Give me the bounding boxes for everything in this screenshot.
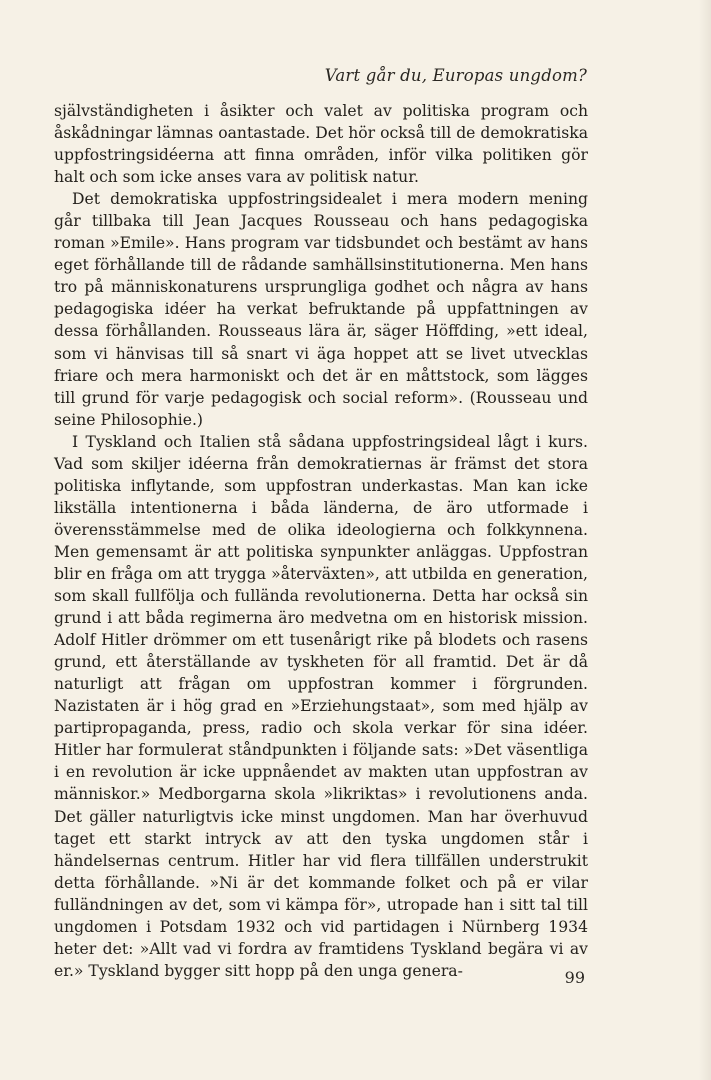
paragraph-3: I Tyskland och Italien stå sådana uppfostringsideal lågt i kurs. Vad som skiljer idéerna från demokratiernas är främst det stora politiska inflytande, som uppfostran underkastas. Man kan icke likställa intentionerna i båda länderna, de äro utformade i överensstämmelse med de olika ideologierna och folkkynnena. Men gemensamt är att politiska synpunkter anläggas. Uppfostran blir en fråga om att trygga »återväxten», att utbilda en generation, som skall fullfölja och fullända revolutionerna. Detta har också sin grund i att båda regimerna äro medvetna om en historisk mission. Adolf Hitler drömmer om ett tusenårigt rike på blodets och rasens grund, ett återställande av tyskheten för all framtid. Det är då naturligt att frågan om uppfostran kommer i förgrunden. Nazistaten är i hög grad en »Erziehungstaat», som med hjälp av partipropaganda, press, radio och skola verkar för sina idéer. Hitler har formulerat ståndpunkten i följande sats: »Det väsentliga i en revolution är icke uppnåendet av makten utan uppfostran av människor.» Medborgarna skola »likriktas» i revolutionens anda. Det gäller naturligtvis icke minst ungdomen. Man har överhuvud taget ett starkt intryck av att den tyska ungdomen står i händelsernas centrum. Hitler har vid flera tillfällen understrukit detta förhållande. »Ni är det kommande folket och på er vilar fulländningen av det, som vi kämpa för», utropade han i sitt tal till ungdomen i Potsdam 1932 och vid partidagen i Nürnberg 1934 heter det: »Allt vad vi fordra av framtidens Tyskland begära vi av er.» Tyskland bygger sitt hopp på den unga genera- — [54, 432, 588, 980]
page-number: 99 — [564, 968, 585, 987]
body-text — [54, 100, 588, 982]
paragraph-2: Det demokratiska uppfostringsidealet i mera modern mening går tillbaka till Jean Jacques Rousseau och hans pedagogiska roman »Emile». Hans program var tidsbundet och bestämt av hans eget förhållande till de rådande samhällsinstitutionerna. Men hans tro på människonaturens ursprungliga godhet och några av hans pedagogiska idéer ha verkat befruktande på uppfattningen av dessa förhållanden. Rousseaus lära är, säger Höffding, »ett ideal, som vi hänvisas till så snart vi äga hoppet att se livet utvecklas friare och mera harmoniskt och det är en måttstock, som lägges till grund för varje pedagogisk och social reform». (Rousseau und seine Philosophie.) — [54, 190, 588, 429]
page-edge-shadow — [699, 0, 711, 1080]
paragraph-1: självständigheten i åsikter och valet av politiska program och åskådningar lämnas oantastade. Det hör också till de demokratiska uppfostringsidéerna att finna områden, inför vilka politiken gör halt och som icke anses vara av politisk natur. — [54, 102, 588, 187]
running-header: Vart går du, Europas ungdom? — [324, 66, 587, 85]
